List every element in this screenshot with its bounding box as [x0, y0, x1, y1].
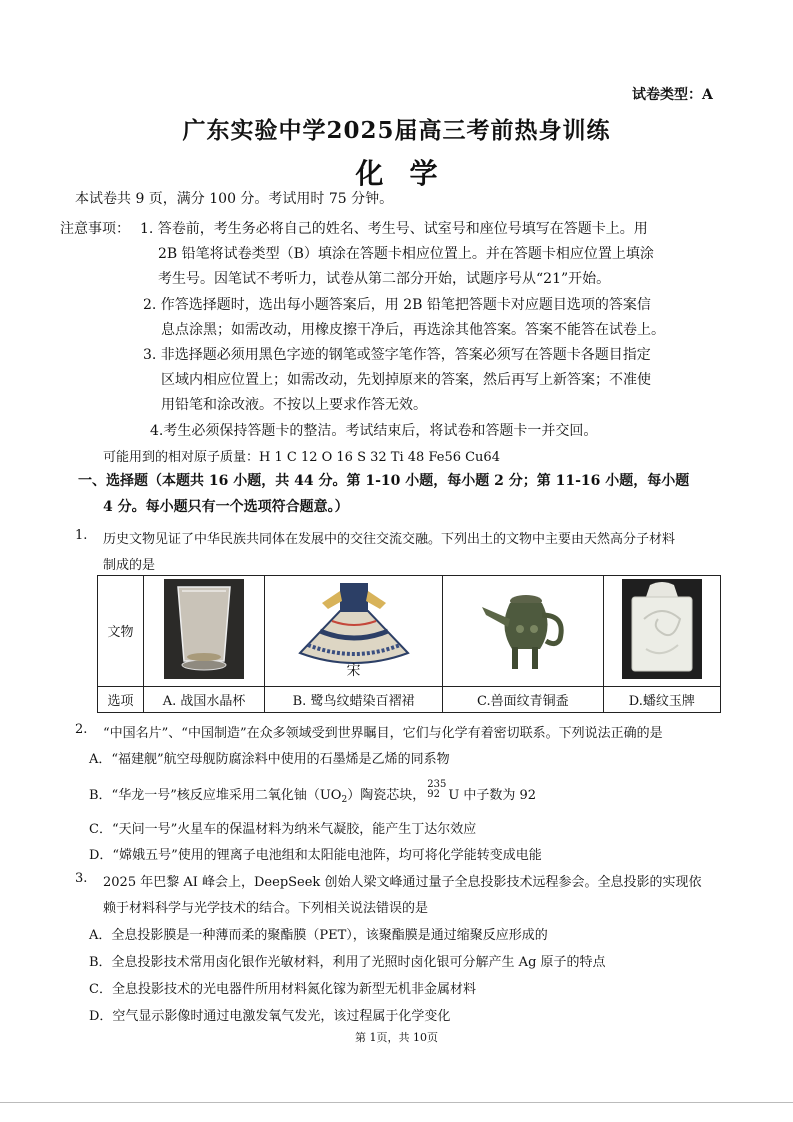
atomic-number: 92 [427, 788, 440, 800]
relic-image-bronze [442, 576, 603, 687]
atomic-masses: 可能用到的相对原子质量：H 1 C 12 O 16 S 32 Ti 48 Fe56 Cu64 [103, 450, 500, 465]
question-text: 2025 年巴黎 AI 峰会上，DeepSeek 创始人梁文峰通过量子全息投影技术远程参会。全息投影的实现依 [103, 875, 702, 890]
note-line: 用铅笔和涂改液。不按以上要求作答无效。 [161, 397, 427, 413]
note-line: 考生号。因笔试不考听力，试卷从第二部分开始，试题序号从“21”开始。 [158, 271, 611, 287]
choice-b: B．全息投影技术常用卤化银作光敏材料，利用了光照时卤化银可分解产生 Ag 原子的特点 [89, 955, 606, 970]
relics-table [97, 575, 721, 713]
page-footer: 第 1页，共 10页 [355, 1031, 438, 1044]
note-line: 区域内相应位置上；如需改动，先划掉原来的答案，然后再写上新答案；不准使 [161, 372, 651, 388]
isotope-notation [427, 780, 446, 800]
note-line: 1. 答卷前，考生务必将自己的姓名、考生号、试室号和座位号填写在答题卡上。用 [140, 221, 648, 237]
question-number: 2. [75, 722, 88, 737]
section-heading: 一、选择题（本题共 16 小题，共 44 分。第 1-10 小题，每小题 2 分；第 11-16 小题，每小题 [78, 473, 690, 489]
note-line: 息点涂黑；如需改动，用橡皮擦干净后，再选涂其他答案。答案不能答在试卷上。 [161, 322, 665, 338]
mass-number: 235 [427, 778, 447, 790]
question-number: 1. [75, 528, 88, 543]
choice-b-text: B．“华龙一号”核反应堆采用二氧化铀（UO [89, 788, 342, 803]
option-cell: B. 鹭鸟纹蜡染百褶裙 [265, 686, 443, 712]
dynasty-note: 宋 [346, 663, 361, 679]
section-heading: 4 分。每小题只有一个选项符合题意。） [103, 499, 349, 515]
choice-b-text: ）陶瓷芯块， [347, 788, 426, 803]
question-text: “中国名片”、“中国制造”在众多领域受到世界瞩目，它们与化学有着密切联系。下列说法正确的是 [103, 726, 663, 741]
option-cell: C.兽面纹青铜盉 [442, 686, 603, 712]
relic-image-cup [144, 576, 265, 687]
choice-c: C．“天问一号”火星车的保温材料为纳米气凝胶，能产生丁达尔效应 [89, 822, 477, 837]
choice-d: D．空气显示影像时通过电激发氧气发光，该过程属于化学变化 [89, 1009, 451, 1024]
jade-plaque-image [622, 579, 702, 679]
choice-d: D．“嫦娥五号”使用的锂离子电池组和太阳能电池阵，均可将化学能转变成电能 [89, 848, 542, 863]
option-cell: D.蟠纹玉牌 [603, 686, 720, 712]
choice-b-text: U 中子数为 92 [448, 788, 537, 803]
choice-a: A．全息投影膜是一种薄而柔的聚酯膜（PET），该聚酯膜是通过缩聚反应形成的 [89, 928, 548, 943]
exam-intro: 本试卷共 9 页，满分 100 分。考试用时 75 分钟。 [75, 191, 394, 207]
subscript: 2 [341, 795, 348, 805]
paper-type: 试卷类型：A [632, 87, 713, 103]
question-text: 历史文物见证了中华民族共同体在发展中的交往交流交融。下列出土的文物中主要由天然高分子材料 [103, 532, 676, 547]
choice-b [89, 778, 537, 806]
note-line: 4.考生必须保持答题卡的整洁。考试结束后，将试卷和答题卡一并交回。 [150, 423, 598, 439]
relic-image-jade [603, 576, 720, 687]
note-line: 3. 非选择题必须用黑色字迹的钢笔或签字笔作答，答案必须写在答题卡各题目指定 [143, 347, 651, 363]
subject-title: 化学 [355, 157, 464, 190]
question-text: 赖于材料科学与光学技术的结合。下列相关说法错误的是 [103, 901, 429, 916]
row-label: 文物 [98, 576, 144, 687]
choice-a: A．“福建舰”航空母舰防腐涂料中使用的石墨烯是乙烯的同系物 [89, 752, 450, 767]
option-cell: A. 战国水晶杯 [144, 686, 265, 712]
bronze-vessel-image [468, 579, 578, 679]
page-divider [0, 1102, 793, 1103]
relic-image-skirt [265, 576, 443, 687]
question-number: 3. [75, 871, 88, 886]
exam-title: 广东实验中学2025届高三考前热身训练 [182, 117, 611, 144]
crystal-cup-image [164, 579, 244, 679]
row-label: 选项 [98, 686, 144, 712]
note-line: 2B 铅笔将试卷类型（B）填涂在答题卡相应位置上。并在答题卡相应位置上填涂 [158, 246, 654, 262]
choice-c: C．全息投影技术的光电器件所用材料氮化镓为新型无机非金属材料 [89, 982, 476, 997]
question-text: 制成的是 [103, 558, 156, 573]
note-line: 2. 作答选择题时，选出每小题答案后，用 2B 铅笔把答题卡对应题目选项的答案信 [143, 297, 651, 313]
notes-label: 注意事项： [60, 221, 130, 237]
